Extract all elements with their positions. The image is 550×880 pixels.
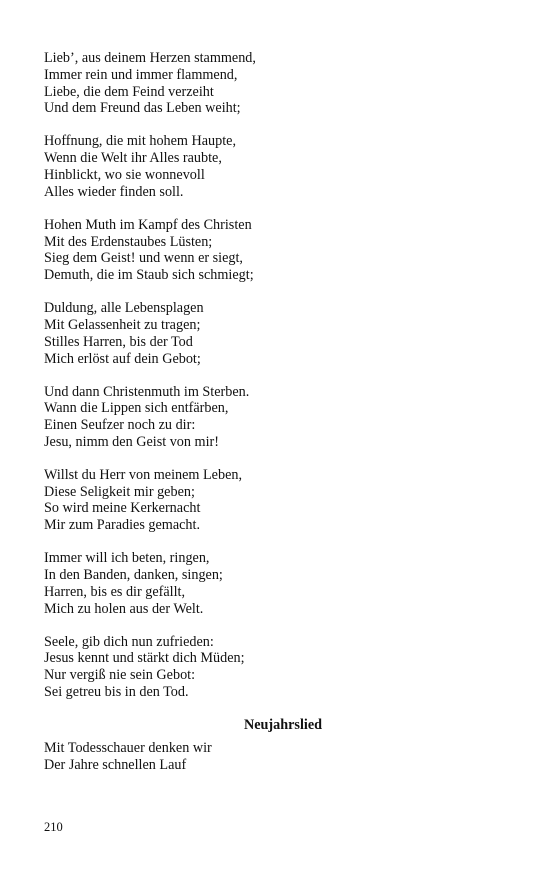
verse-line: In den Banden, danken, singen; [44, 567, 223, 584]
stanza-8 [44, 634, 514, 701]
verse-line: Und dann Christenmuth im Sterben. [44, 383, 250, 400]
verse-line: Seele, gib dich nun zufrieden: [44, 633, 214, 650]
stanza-6 [44, 467, 514, 534]
verse-line: Hinblickt, wo sie wonnevoll [44, 166, 205, 183]
verse-line: Hohen Muth im Kampf des Christen [44, 216, 252, 233]
verse-line: Jesu, nimm den Geist von mir! [44, 433, 219, 450]
stanza-5 [44, 384, 514, 451]
verse-line: Sieg dem Geist! und wenn er siegt, [44, 250, 243, 267]
verse-line: Mich zu holen aus der Welt. [44, 600, 204, 617]
stanza-4 [44, 300, 514, 367]
stanza-3 [44, 217, 514, 284]
verse-line: Lieb’, aus deinem Herzen stammend, [44, 50, 256, 66]
verse-line: So wird meine Kerkernacht [44, 500, 201, 517]
verse-line: Mir zum Paradies gemacht. [44, 517, 201, 534]
verse-line: Mit Todesschauer denken wir [44, 740, 212, 756]
verse-line: Jesus kennt und stärkt dich Müden; [44, 650, 245, 667]
new-section-stanza [44, 740, 514, 774]
verse-line: Einen Seufzer noch zu dir: [44, 417, 196, 434]
verse-line: Immer rein und immer flammend, [44, 66, 238, 83]
verse-line: Willst du Herr von meinem Leben, [44, 466, 243, 483]
verse-line: Stilles Harren, bis der Tod [44, 333, 193, 350]
verse-line: Hoffnung, die mit hohem Haupte, [44, 133, 237, 150]
verse-line: Mich erlöst auf dein Gebot; [44, 350, 201, 367]
verse-line: Diese Seligkeit mir geben; [44, 483, 195, 500]
verse-line: Demuth, die im Staub sich schmiegt; [44, 267, 254, 284]
verse-line: Mit Gelassenheit zu tragen; [44, 316, 201, 333]
poem-page [44, 50, 514, 790]
stanza-7 [44, 550, 514, 617]
stanza-2 [44, 133, 514, 200]
verse-line: Sei getreu bis in den Tod. [44, 684, 189, 701]
verse-line: Alles wieder finden soll. [44, 183, 184, 200]
verse-line: Immer will ich beten, ringen, [44, 550, 210, 567]
verse-line: Wenn die Welt ihr Alles raubte, [44, 150, 222, 167]
verse-line: Duldung, alle Lebensplagen [44, 300, 204, 317]
verse-line: Liebe, die dem Feind verzeiht [44, 83, 214, 100]
verse-line: Harren, bis es dir gefällt, [44, 583, 186, 600]
verse-line: Mit des Erdenstaubes Lüsten; [44, 233, 213, 250]
verse-line: Nur vergiß nie sein Gebot: [44, 667, 196, 684]
verse-line: Und dem Freund das Leben weiht; [44, 100, 241, 117]
verse-line: Der Jahre schnellen Lauf [44, 756, 187, 773]
stanza-1 [44, 50, 514, 117]
page-number: 210 [44, 820, 63, 834]
verse-line: Wann die Lippen sich entfärben, [44, 400, 229, 417]
section-heading: Neujahrslied [243, 717, 323, 733]
